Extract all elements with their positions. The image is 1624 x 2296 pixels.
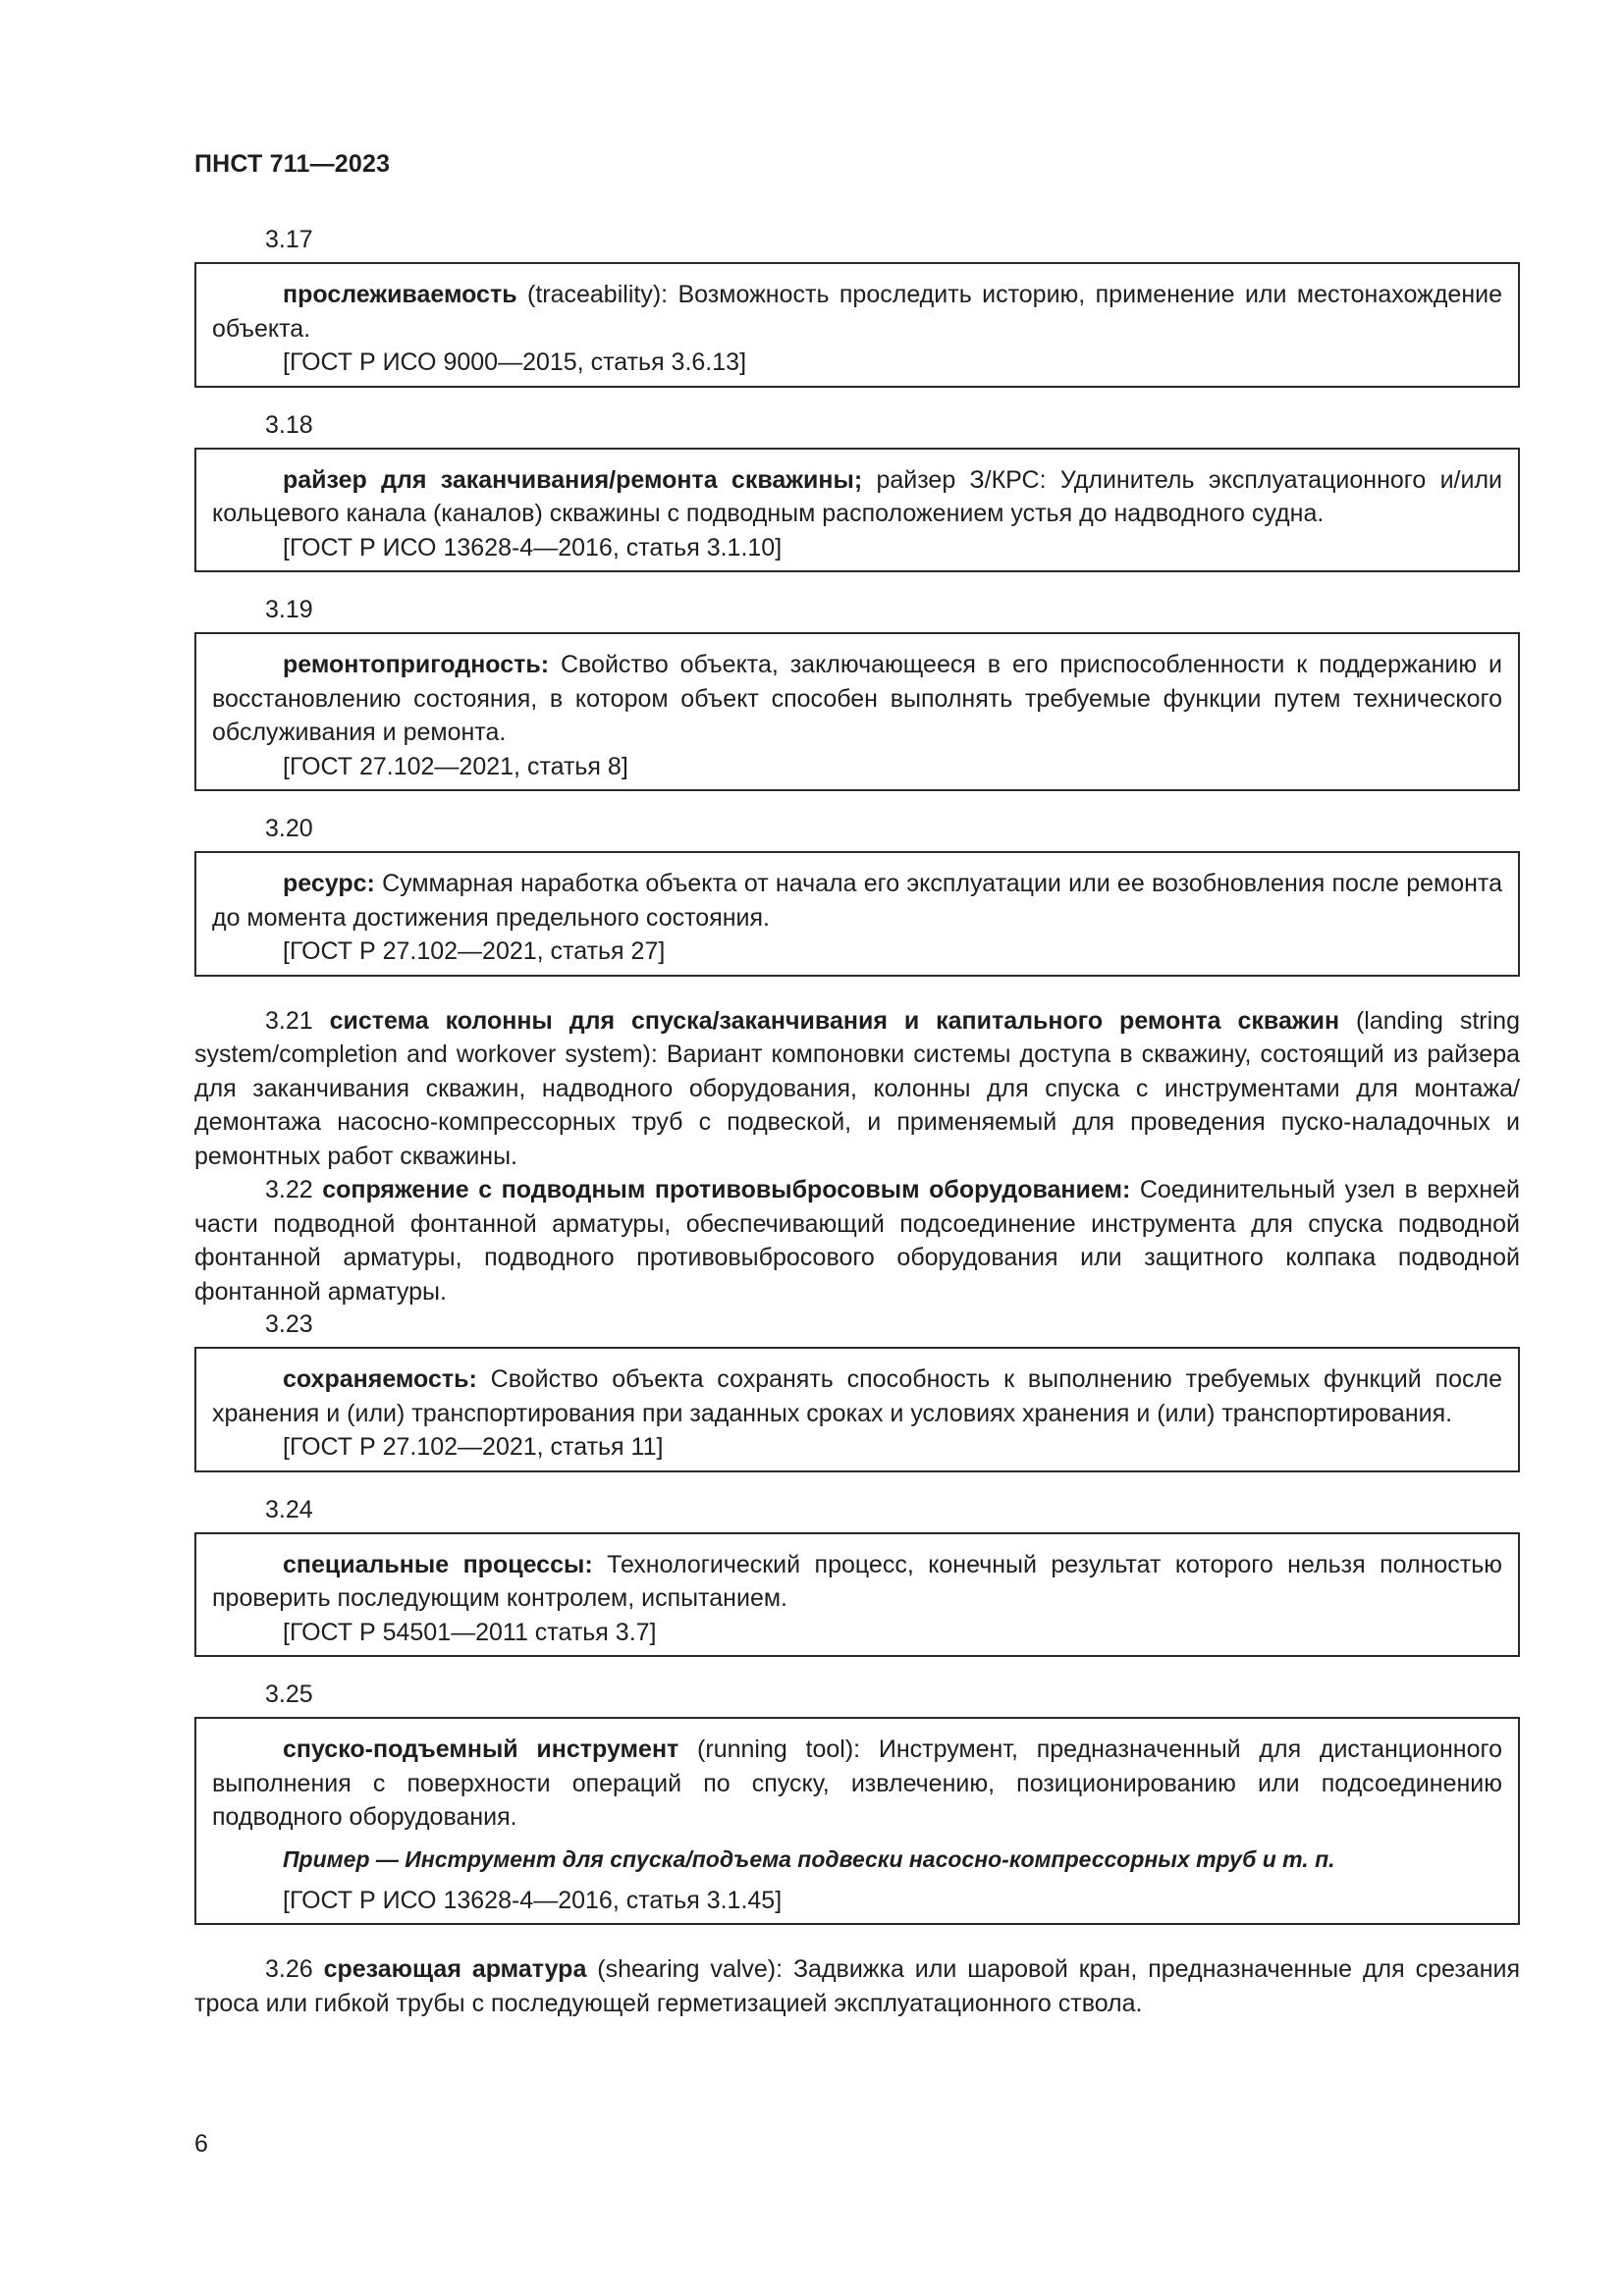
definition-text: Свойство объекта, заключающееся в его приспособленности к поддержанию и восстановлению состояния, в котором объект способен выполнять требуемые функции путем технического обслуживания и ремонта. — [212, 651, 1502, 746]
definition — [212, 463, 1502, 531]
definition-text: (traceability): Возможность проследить историю, применение или местонахождение объекта. — [212, 281, 1502, 343]
term: срезающая арматура — [323, 1955, 587, 1983]
document-body — [194, 224, 1520, 2020]
term-box — [194, 632, 1520, 791]
definition-text: (shearing valve): Задвижка или шаровой кран, предназначенные для срезания троса или гибкой трубы с последующей герметизацией эксплуатационного ствола. — [194, 1955, 1521, 2017]
entry-number: 3.17 — [265, 226, 313, 253]
definition-text: Соединительный узел в верхней части подводной фонтанной арматуры, обеспечивающий подсоединение инструмента для спуска подводной фонтанной арматуры, подводного противовыбросового оборудования или защитного колпака подводной фонтанной арматуры. — [194, 1176, 1520, 1306]
source-reference: [ГОСТ Р ИСО 13628-4—2016, статья 3.1.45] — [283, 1886, 783, 1914]
term: система колонны для спуска/заканчивания и капитального ремонта скважин — [329, 1006, 1340, 1035]
source-reference: [ГОСТ Р 27.102—2021, статья 27] — [283, 937, 666, 965]
term: ремонтопригодность: — [283, 651, 550, 678]
definition — [212, 1548, 1502, 1616]
definition — [212, 867, 1502, 934]
entry-number: 3.23 — [265, 1310, 313, 1338]
entry-number: 3.24 — [265, 1495, 313, 1523]
definition-text: Свойство объекта сохранять способность к выполнению требуемых функций после хранения и (или) транспортирования при заданных сроках и условиях хранения и (или) транспортирования. — [212, 1365, 1502, 1427]
entry-number: 3.18 — [265, 410, 313, 439]
term-box — [194, 851, 1520, 977]
source-reference: [ГОСТ Р 27.102—2021, статья 11] — [283, 1433, 664, 1461]
definition — [194, 1952, 1520, 2020]
definition — [212, 1733, 1502, 1835]
entry-number: 3.25 — [265, 1681, 313, 1708]
definition-text: Технологический процесс, конечный результат которого нельзя полностью проверить последующим контролем, испытанием. — [212, 1550, 1503, 1612]
document-header: ПНСТ 711—2023 — [194, 150, 391, 178]
entry-number: 3.21 — [265, 1006, 313, 1035]
term: райзер для заканчивания/ремонта скважины; — [283, 465, 863, 494]
example-note: Пример — Инструмент для спуска/подъема подвески насосно-компрессорных труб и т. п. — [283, 1845, 1335, 1872]
source-reference: [ГОСТ Р ИСО 13628-4—2016, статья 3.1.10] — [283, 533, 783, 561]
term: специальные процессы: — [283, 1550, 593, 1578]
term-box — [194, 1532, 1520, 1658]
term: спуско-подъемный инструмент — [283, 1735, 679, 1763]
term: сопряжение с подводным противовыбросовым оборудованием: — [322, 1176, 1131, 1203]
definition-text: Суммарная наработка объекта от начала его эксплуатации или ее возобновления после ремонта до момента достижения предельного состояния. — [212, 870, 1502, 932]
term: сохраняемость: — [283, 1365, 477, 1393]
term-box — [194, 262, 1520, 388]
definition-text: (running tool): Инструмент, предназначенный для дистанционного выполнения с поверхности операций по спуску, извлечению, позиционированию или подсоединению подводного оборудования. — [212, 1735, 1502, 1831]
term-box — [194, 1347, 1520, 1472]
term: ресурс: — [283, 870, 375, 897]
source-reference: [ГОСТ Р 54501—2011 статья 3.7] — [283, 1618, 657, 1646]
source-reference: [ГОСТ Р ИСО 9000—2015, статья 3.6.13] — [283, 348, 747, 376]
definition-text: райзер З/КРС: Удлинитель эксплуатационного и/или кольцевого канала (каналов) скважины с подводным расположением устья до надводного судна. — [212, 465, 1502, 527]
page-number: 6 — [194, 2130, 208, 2158]
entry-number: 3.22 — [265, 1176, 313, 1203]
entry-number: 3.19 — [265, 596, 313, 623]
definition-text: (landing string system/completion and workover system): Вариант компоновки системы доступа в скважину, состоящий из райзера для заканчивания скважин, надводного оборудования, колонны для спуска с инструментами для монтажа/демонтажа насосно-компрессорных труб с подвеской, и применяемый для проведения пуско-наладочных и ремонтных работ скважины. — [194, 1006, 1520, 1170]
entry-number: 3.20 — [265, 815, 313, 842]
definition — [212, 1362, 1502, 1430]
definition — [194, 1173, 1520, 1308]
source-reference: [ГОСТ 27.102—2021, статья 8] — [283, 752, 628, 780]
definition — [194, 1004, 1520, 1174]
definition — [212, 648, 1502, 750]
term: прослеживаемость — [283, 281, 517, 308]
definition — [212, 278, 1502, 346]
entry-number: 3.26 — [265, 1955, 313, 1983]
term-box — [194, 1717, 1520, 1925]
term-box — [194, 448, 1520, 573]
